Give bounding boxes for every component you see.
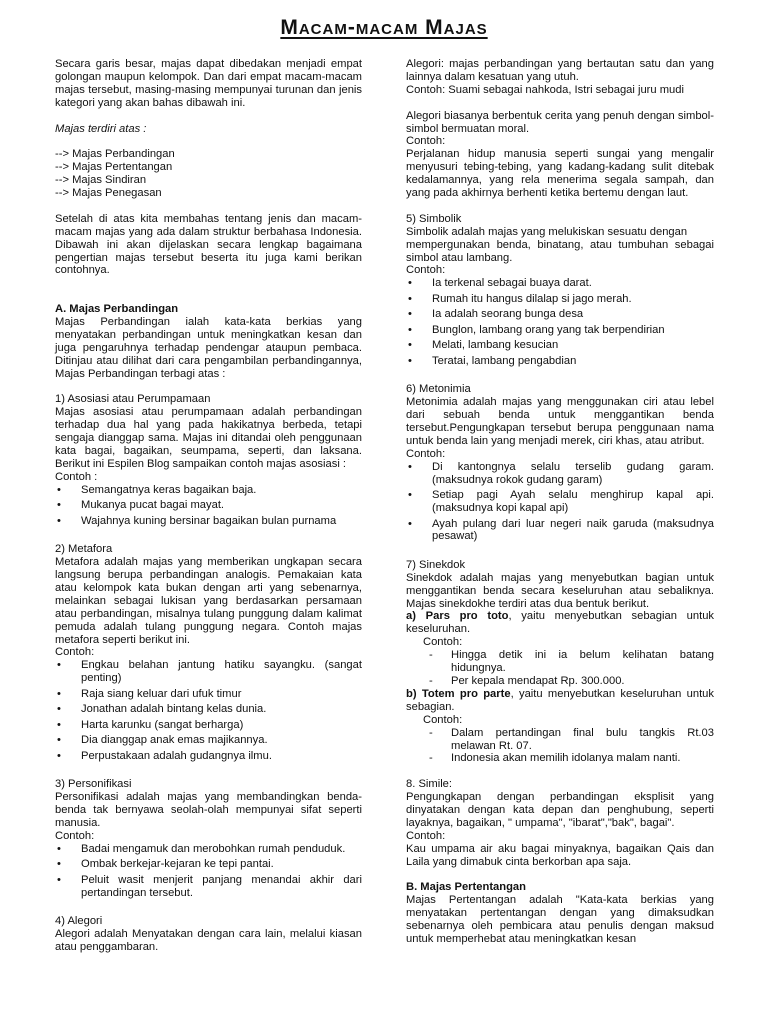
list-item: --> Majas Perbandingan xyxy=(55,148,175,161)
simile-example: Kau umpama air aku bagai minyaknya, bagaikan Qais dan Laila yang dimabuk cinta berkorban apa saja. xyxy=(406,842,714,868)
section-a-heading: A. Majas Perbandingan xyxy=(55,303,179,316)
asosiasi-contoh: Contoh : xyxy=(55,470,98,483)
list-item: • Teratai, lambang pengabdian xyxy=(406,355,714,368)
list-item: • Perpustakaan adalah gudangnya ilmu. xyxy=(55,750,362,763)
page-title: Macam-macam Majas xyxy=(280,16,488,39)
list-item: - Hingga detik ini ia belum kelihatan batang hidungnya. xyxy=(406,649,714,675)
asosiasi-heading: 1) Asosiasi atau Perumpamaan xyxy=(55,393,211,406)
metafora-heading: 2) Metafora xyxy=(55,543,113,556)
list-item: • Wajahnya kuning bersinar bagaikan bulan purnama xyxy=(55,515,362,528)
metonimia-contoh: Contoh: xyxy=(406,447,446,460)
metafora-text: Metafora adalah majas yang memberikan ungkapan secara langsung berupa perbandingan analogis. Pemakaian kata atau kelompok kata bukan dengan arti yang sebenarnya, melainkan sebagai lukisan yang berdasarkan persamaan atau perbandingan, misalnya tulang punggung dalam kalimat pemuda adalah tulang punggung negara. Contoh majas metafora seperti berikut ini. xyxy=(55,556,362,646)
metafora-contoh: Contoh: xyxy=(55,646,95,659)
alegori-text: Alegori adalah Menyatakan dengan cara lain, melalui kiasan atau penggambaran. xyxy=(55,927,362,953)
totem-pro-parte xyxy=(406,688,714,714)
simile-heading: 8. Simile: xyxy=(406,778,453,791)
simbolik-text-2: mempergunakan benda, binatang, atau tumbuhan sebagai simbol atau lambang. xyxy=(406,238,714,264)
list-item: --> Majas Sindiran xyxy=(55,174,147,187)
pars-examples xyxy=(406,649,714,688)
list-item: • Ayah pulang dari luar negeri naik garuda (maksudnya pesawat) xyxy=(406,518,714,544)
list-item: • Bunglon, lambang orang yang tak berpendirian xyxy=(406,324,714,337)
right-column xyxy=(406,58,714,946)
personifikasi-contoh: Contoh: xyxy=(55,829,95,842)
metonimia-heading: 6) Metonimia xyxy=(406,383,471,396)
asosiasi-examples xyxy=(55,484,362,528)
left-column xyxy=(55,58,362,954)
majas-list xyxy=(55,148,362,200)
alegori-story-contoh: Contoh: xyxy=(406,135,446,148)
personifikasi-examples xyxy=(55,843,362,900)
simile-contoh: Contoh: xyxy=(406,829,446,842)
totem-examples xyxy=(406,727,714,766)
list-item: • Di kantongnya selalu terselib gudang garam. (maksudnya rokok gudang garam) xyxy=(406,461,714,487)
list-item: • Ia terkenal sebagai buaya darat. xyxy=(406,277,714,290)
list-item: • Harta karunku (sangat berharga) xyxy=(55,719,362,732)
simbolik-heading: 5) Simbolik xyxy=(406,212,462,225)
totem-pro-parte-label: b) Totem pro parte xyxy=(406,687,511,700)
metafora-examples xyxy=(55,659,362,762)
list-item: • Ombak berkejar-kejaran ke tepi pantai. xyxy=(55,858,362,871)
simile-text: Pengungkapan dengan perbandingan eksplisit yang dinyatakan dengan kata depan dan penghubung, seperti layaknya, bagaikan, " umpama", "ibarat","bak", bagai". xyxy=(406,791,714,829)
alegori-definition: Alegori: majas perbandingan yang bertautan satu dan yang lainnya dalam kesatuan yang utuh. xyxy=(406,58,714,83)
totem-pro-parte-text: , yaitu menyebutkan keseluruhan untuk sebagian. xyxy=(406,687,714,713)
personifikasi-heading: 3) Personifikasi xyxy=(55,778,132,791)
pars-pro-toto xyxy=(406,610,714,636)
section-b-heading: B. Majas Pertentangan xyxy=(406,881,526,894)
section-a-text: Majas Perbandingan ialah kata-kata berkias yang menyatakan perbandingan untuk meningkatkan kesan dan juga pengaruhnya terhadap pendengar ataupun pembaca. Ditinjau atau dilihat dari cara pengambilan perbandingannya, Majas Perbandingan terbagi atas : xyxy=(55,316,362,380)
list-item: • Setiap pagi Ayah selalu menghirup kapal api. (maksudnya kopi kapal api) xyxy=(406,489,714,515)
pars-pro-toto-text: , yaitu menyebutkan sebagian untuk keseluruhan. xyxy=(406,610,715,636)
simbolik-text-1: Simbolik adalah majas yang melukiskan sesuatu dengan xyxy=(406,225,688,238)
simbolik-contoh: Contoh: xyxy=(406,264,446,277)
alegori-example: Contoh: Suami sebagai nahkoda, Istri sebagai juru mudi xyxy=(406,83,684,96)
list-item: • Dia dianggap anak emas majikannya. xyxy=(55,734,362,747)
list-item: • Jonathan adalah bintang kelas dunia. xyxy=(55,703,362,716)
pars-pro-toto-label: a) Pars pro toto xyxy=(406,610,509,623)
asosiasi-text: Majas asosiasi atau perumpamaan adalah perbandingan terhadap dua hal yang pada hakikatnya berbeda, tetapi sengaja dianggap sama. Majas ini ditandai oleh penggunaan kata bagai, bagaikan, seumpama, seperti, dan laksana. Berikut ini Espilen Blog sampaikan contoh majas asosiasi : xyxy=(55,406,362,471)
totem-contoh: Contoh: xyxy=(423,713,463,726)
setelah-paragraph: Setelah di atas kita membahas tentang jenis dan macam-macam majas yang ada dalam struktur berbahasa Indonesia. Dibawah ini akan dijelaskan secara lengkap bagaimana pengertian majas tersebut beserta itu juga kami berikan contohnya. xyxy=(55,212,362,277)
metonimia-text: Metonimia adalah majas yang menggunakan ciri atau lebel dari sebuah benda untuk menggantikan benda tersebut.Pengungkapan tersebut berupa penggunaan nama untuk benda lain yang menjadi merek, ciri khas, atau atribut. xyxy=(406,396,714,447)
list-item: - Indonesia akan memilih idolanya malam nanti. xyxy=(406,752,714,765)
list-item: - Dalam pertandingan final bulu tangkis Rt.03 melawan Rt. 07. xyxy=(406,727,714,753)
alegori-story: Alegori biasanya berbentuk cerita yang penuh dengan simbol-simbol bermuatan moral. xyxy=(406,109,714,135)
pars-contoh: Contoh: xyxy=(423,636,463,649)
list-item: • Mukanya pucat bagai mayat. xyxy=(55,499,362,512)
section-b-text: Majas Pertentangan adalah "Kata-kata berkias yang menyatakan pertentangan dengan yang dimaksudkan sebenarnya oleh pembicara atau penulis dengan maksud untuk memperhebat atau meningkatkan kesan xyxy=(406,894,714,946)
personifikasi-text: Personifikasi adalah majas yang membandingkan benda-benda tak bernyawa seolah-olah mempunyai sifat seperti manusia. xyxy=(55,791,362,829)
list-item: • Raja siang keluar dari ufuk timur xyxy=(55,688,362,701)
list-item: • Badai mengamuk dan merobohkan rumah penduduk. xyxy=(55,843,362,856)
list-item: • Semangatnya keras bagaikan baja. xyxy=(55,484,362,497)
sinekdok-text: Sinekdok adalah majas yang menyebutkan bagian untuk menggantikan benda secara keseluruhan atau sebaliknya. Majas sinekdokhe terdiri atas dua bentuk berikut. xyxy=(406,571,714,610)
list-item: - Per kepala mendapat Rp. 300.000. xyxy=(406,675,714,688)
metonimia-examples xyxy=(406,461,714,544)
alegori-heading: 4) Alegori xyxy=(55,915,103,927)
simbolik-examples xyxy=(406,277,714,367)
list-item: • Engkau belahan jantung hatiku sayangku. (sangat penting) xyxy=(55,659,362,685)
list-item: --> Majas Pertentangan xyxy=(55,161,173,174)
intro-paragraph: Secara garis besar, majas dapat dibedakan menjadi empat golongan maupun kelompok. Dan dari empat macam-macam majas tersebut, masing-masing mempunyai turunan dan jenis kategori yang akan bahas dibawah ini. xyxy=(55,58,362,109)
list-item: --> Majas Penegasan xyxy=(55,187,162,200)
sinekdok-heading: 7) Sinekdok xyxy=(406,558,466,571)
list-item: • Melati, lambang kesucian xyxy=(406,339,714,352)
terdiri-label: Majas terdiri atas : xyxy=(55,122,147,135)
list-item: • Ia adalah seorang bunga desa xyxy=(406,308,714,321)
list-item: • Rumah itu hangus dilalap si jago merah. xyxy=(406,293,714,306)
list-item: • Peluit wasit menjerit panjang menandai akhir dari pertandingan tersebut. xyxy=(55,874,362,900)
alegori-story-text: Perjalanan hidup manusia seperti sungai yang mengalir menyusuri tebing-tebing, yang kadang-kadang sulit ditebak kedalamannya, yang rela menerima segala sampah, dan yang pada akhirnya berhenti ketika bertemu dengan laut. xyxy=(406,148,714,200)
